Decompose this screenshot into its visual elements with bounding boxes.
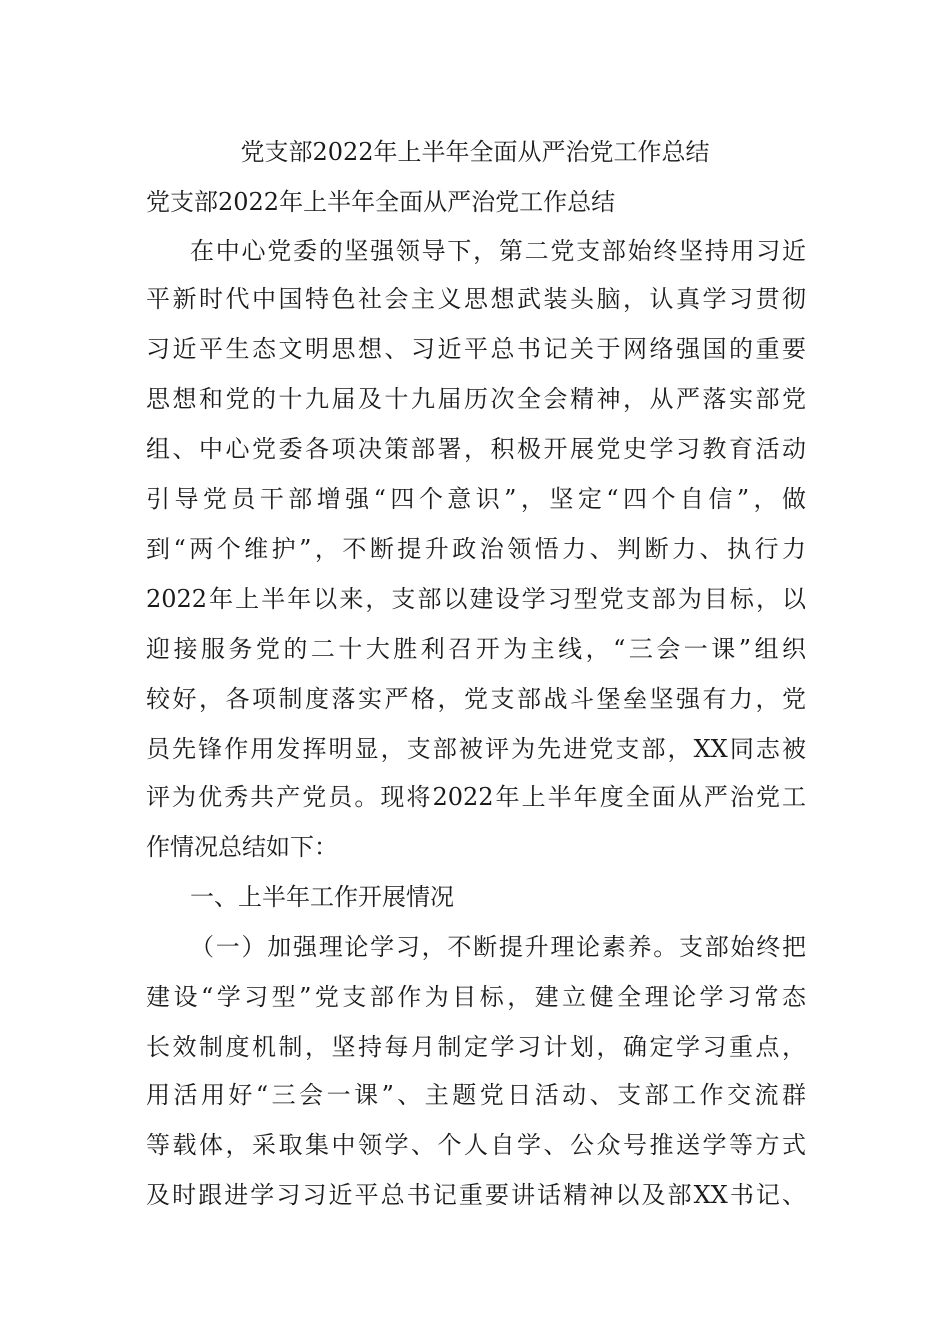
paragraph-line: 作情况总结如下： [146, 833, 338, 861]
paragraph-line: 平新时代中国特色社会主义思想武装头脑，认真学习贯彻 [146, 285, 806, 313]
paragraph-line: （一）加强理论学习，不断提升理论素养。支部始终把 [190, 933, 806, 961]
paragraph-line: 及时跟进学习习近平总书记重要讲话精神以及部XX书记、 [146, 1181, 806, 1209]
paragraph-line: 思想和党的十九届及十九届历次全会精神，从严落实部党 [146, 385, 806, 413]
document-subtitle: 党支部2022年上半年全面从严治党工作总结 [146, 188, 616, 216]
paragraph-line: 迎接服务党的二十大胜利召开为主线，“三会一课”组织 [146, 635, 806, 663]
paragraph-line: 2022年上半年以来，支部以建设学习型党支部为目标，以 [146, 585, 806, 613]
paragraph-line: 员先锋作用发挥明显，支部被评为先进党支部，XX同志被 [146, 735, 806, 763]
paragraph-line: 习近平生态文明思想、习近平总书记关于网络强国的重要 [146, 335, 806, 363]
paragraph-line: 在中心党委的坚强领导下，第二党支部始终坚持用习近 [190, 237, 806, 265]
paragraph-line: 建设“学习型”党支部作为目标，建立健全理论学习常态 [146, 983, 806, 1011]
paragraph-line: 组、中心党委各项决策部署，积极开展党史学习教育活动 [146, 435, 806, 463]
paragraph-line: 用活用好“三会一课”、主题党日活动、支部工作交流群 [146, 1081, 806, 1109]
paragraph-line: 评为优秀共产党员。现将2022年上半年度全面从严治党工 [146, 783, 806, 811]
paragraph-line: 长效制度机制，坚持每月制定学习计划，确定学习重点， [146, 1033, 806, 1061]
document-title: 党支部2022年上半年全面从严治党工作总结 [240, 138, 710, 166]
paragraph-line: 到“两个维护”，不断提升政治领悟力、判断力、执行力 [146, 535, 806, 563]
paragraph-line: 引导党员干部增强“四个意识”，坚定“四个自信”，做 [146, 485, 806, 513]
paragraph-line: 较好，各项制度落实严格，党支部战斗堡垒坚强有力，党 [146, 685, 806, 713]
paragraph-line: 等载体，采取集中领学、个人自学、公众号推送学等方式 [146, 1131, 806, 1159]
section-heading: 一、上半年工作开展情况 [190, 883, 454, 911]
